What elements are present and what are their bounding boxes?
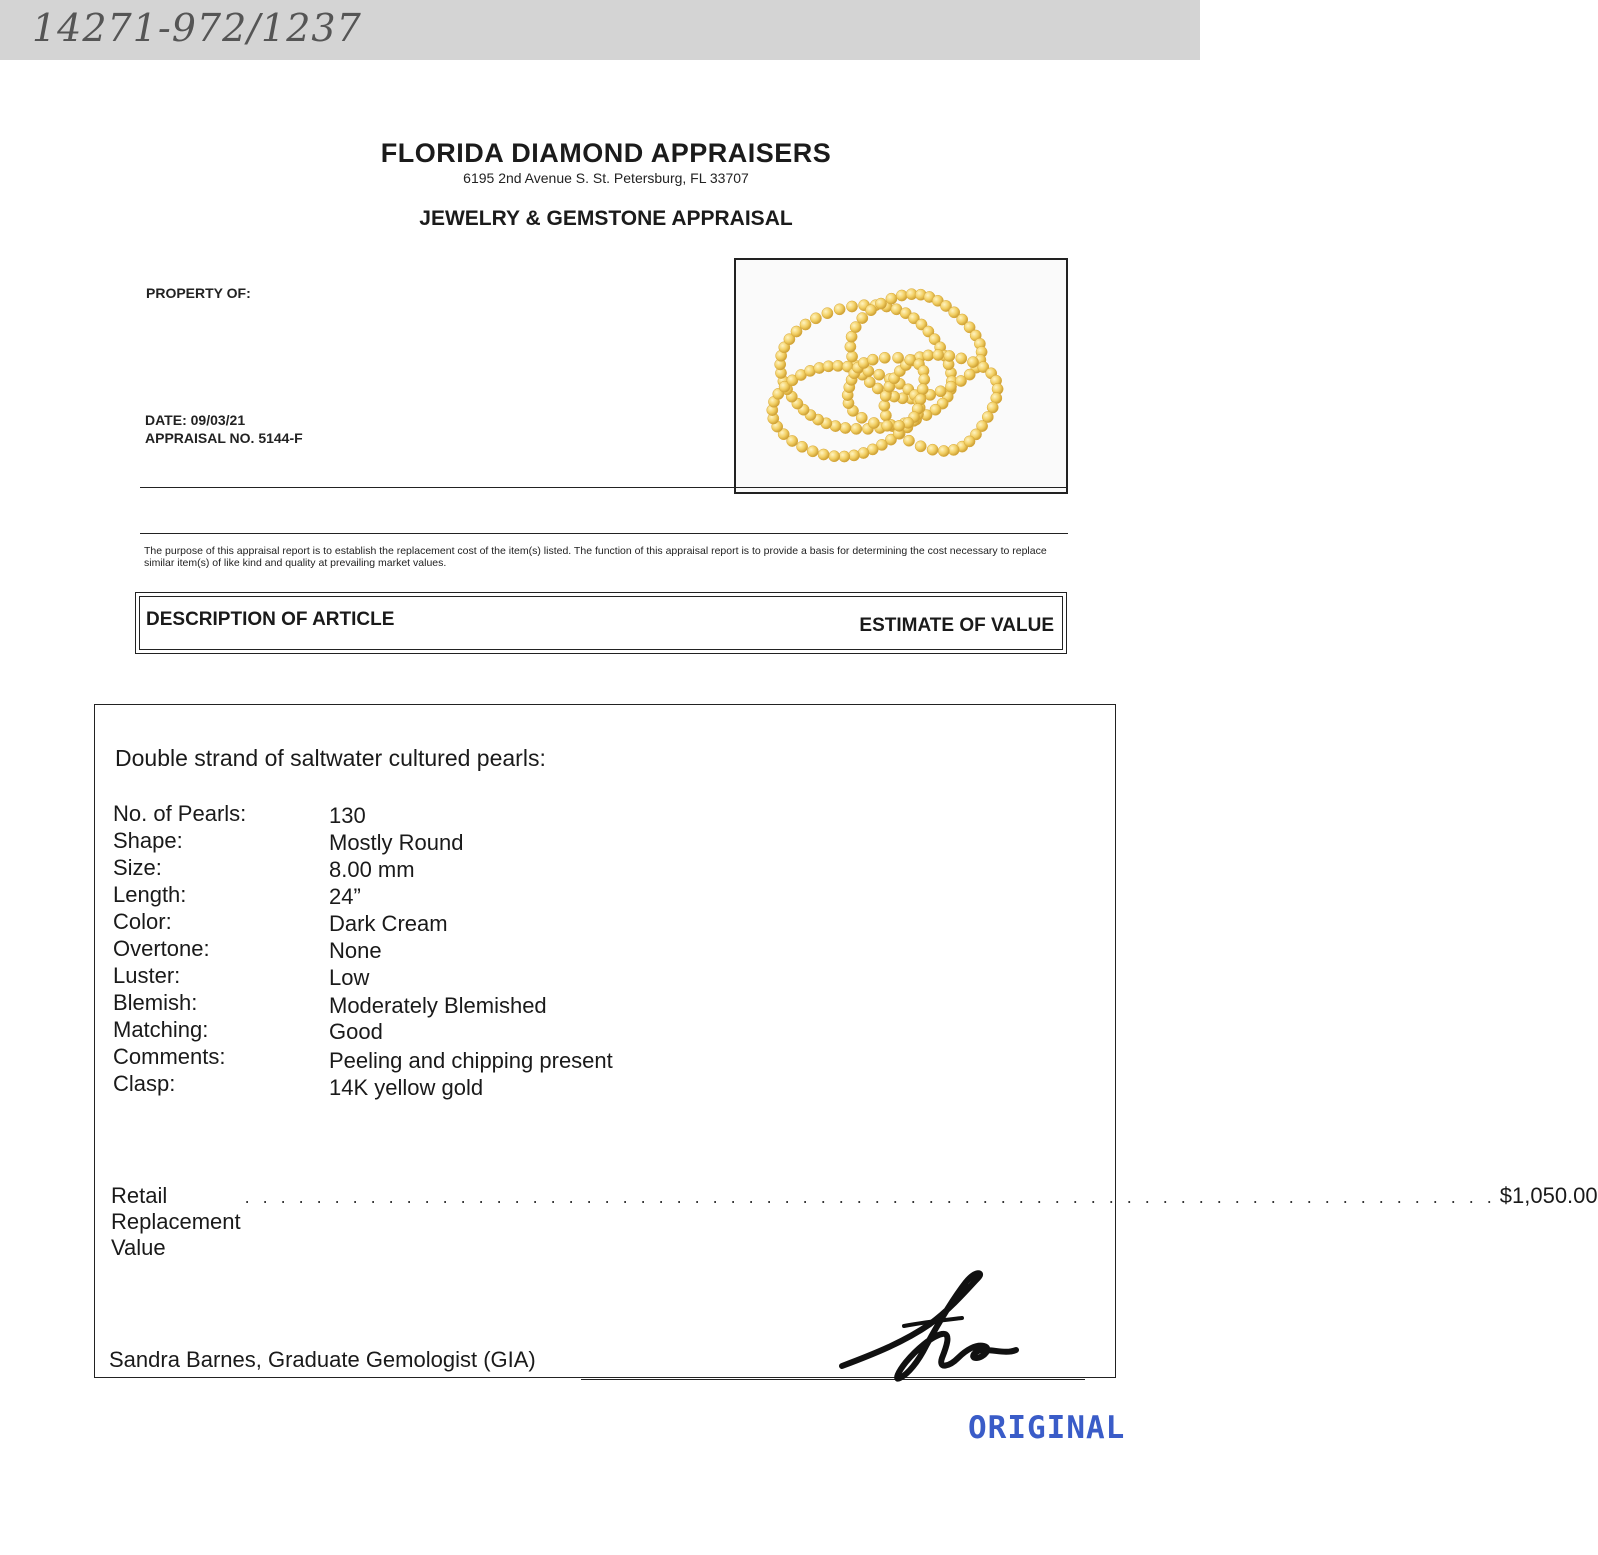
pearl: [847, 351, 858, 362]
pearl: [800, 319, 811, 330]
handwritten-signature: [834, 1262, 1024, 1392]
pearl: [893, 352, 904, 363]
pearl: [927, 444, 938, 455]
appraisal-number-label: APPRAISAL NO.: [145, 430, 255, 446]
pearl: [935, 386, 946, 397]
pearl: [917, 384, 928, 395]
item-photo-frame: [734, 258, 1068, 494]
date-value: 09/03/21: [190, 412, 246, 428]
description-column-header: DESCRIPTION OF ARTICLE: [146, 609, 395, 630]
pearl: [923, 350, 934, 361]
item-intro: Double strand of saltwater cultured pearls:: [115, 745, 546, 771]
pearl: [955, 375, 966, 386]
pearl: [848, 450, 859, 461]
spec-label: Color:: [113, 909, 172, 934]
spec-label: Shape:: [113, 828, 183, 853]
pearl: [886, 293, 897, 304]
pearl: [964, 436, 975, 447]
estimate-column-header: ESTIMATE OF VALUE: [859, 615, 1054, 636]
pearl: [845, 341, 856, 352]
spec-value: Moderately Blemished: [329, 993, 547, 1018]
pearl: [933, 349, 944, 360]
pearl: [967, 357, 978, 368]
pearl-necklace-photo: [736, 260, 1066, 492]
pearl: [945, 381, 956, 392]
pearl: [919, 374, 930, 385]
pearl: [822, 308, 833, 319]
pearl: [807, 446, 818, 457]
divider-line: [140, 533, 1068, 534]
pearl: [879, 352, 890, 363]
column-header-box: [135, 592, 1067, 654]
scan-top-margin: [0, 0, 1200, 60]
appraisal-number-field: [145, 430, 303, 446]
pearl: [839, 451, 850, 462]
pearl: [948, 444, 959, 455]
divider-line: [140, 487, 1068, 488]
pearl: [944, 350, 955, 361]
spec-label: Overtone:: [113, 936, 210, 961]
handwritten-reference-note: 14271-972/1237: [32, 6, 362, 50]
date-label: DATE:: [145, 412, 187, 428]
column-header-inner-border: [139, 596, 1063, 650]
pearl: [903, 435, 914, 446]
retail-value-label: Retail Replacement Value: [111, 1183, 241, 1260]
pearl: [865, 305, 876, 316]
pearl: [882, 420, 893, 431]
leader-dots: . . . . . . . . . . . . . . . . . . . . . . . . . . . . . . . . . . . . . . . . . . . . . . . . . . . . . . . . . . . . . . . . . . . . . .: [244, 1187, 1496, 1207]
spec-value: Mostly Round: [329, 830, 464, 855]
appraisal-number-value: 5144-F: [258, 430, 303, 446]
spec-value: Dark Cream: [329, 911, 448, 936]
pearl: [896, 290, 907, 301]
spec-value: 8.00 mm: [329, 857, 415, 882]
pearl: [791, 326, 802, 337]
retail-value-amount: $1,050.00: [1499, 1183, 1598, 1208]
spec-label: Length:: [113, 882, 187, 907]
retail-replacement-value-row: [111, 1183, 1598, 1261]
pearl: [875, 298, 886, 309]
spec-value: 130: [329, 803, 366, 828]
pearl: [840, 422, 851, 433]
spec-label: Size:: [113, 855, 162, 880]
document-title: JEWELRY & GEMSTONE APPRAISAL: [419, 207, 793, 230]
pearl: [829, 451, 840, 462]
pearl: [857, 313, 868, 324]
pearl: [810, 313, 821, 324]
spec-label: Clasp:: [113, 1071, 176, 1096]
spec-value: Peeling and chipping present: [329, 1048, 613, 1073]
spec-value: 14K yellow gold: [329, 1075, 484, 1100]
property-of-label: PROPERTY OF:: [146, 285, 251, 301]
spec-value: Low: [329, 965, 370, 990]
pearl: [879, 400, 890, 411]
spec-label: Matching:: [113, 1017, 209, 1042]
pearl: [834, 304, 845, 315]
pearl: [874, 369, 885, 380]
pearl: [938, 445, 949, 456]
spec-label: Blemish:: [113, 990, 198, 1015]
purpose-disclaimer: The purpose of this appraisal report is to establish the replacement cost of the item(s) listed. The function of this appraisal report is to provide a basis for determining the cost necessary to replace similar item(s) of like kind and quality at prevailing market values.: [144, 545, 1047, 569]
pearl: [867, 354, 878, 365]
spec-label: Comments:: [113, 1044, 226, 1069]
pearl: [894, 420, 905, 431]
date-field: [145, 412, 245, 428]
pearl: [846, 301, 857, 312]
pearl: [880, 410, 891, 421]
pearl: [851, 423, 862, 434]
company-name: FLORIDA DIAMOND APPRAISERS: [380, 138, 832, 168]
pearl: [915, 441, 926, 452]
pearl: [956, 353, 967, 364]
pearl: [797, 441, 808, 452]
appraiser-name: Sandra Barnes, Graduate Gemologist (GIA): [109, 1347, 536, 1372]
spec-value: None: [329, 938, 382, 963]
spec-label: Luster:: [113, 963, 181, 988]
spec-value: Good: [329, 1019, 383, 1044]
pearl: [868, 417, 879, 428]
company-address: 6195 2nd Avenue S. St. Petersburg, FL 33707: [463, 170, 749, 186]
spec-value: 24”: [329, 884, 361, 909]
spec-label: No. of Pearls:: [113, 801, 247, 826]
original-stamp: ORIGINAL: [968, 1410, 1126, 1446]
pearl: [818, 449, 829, 460]
